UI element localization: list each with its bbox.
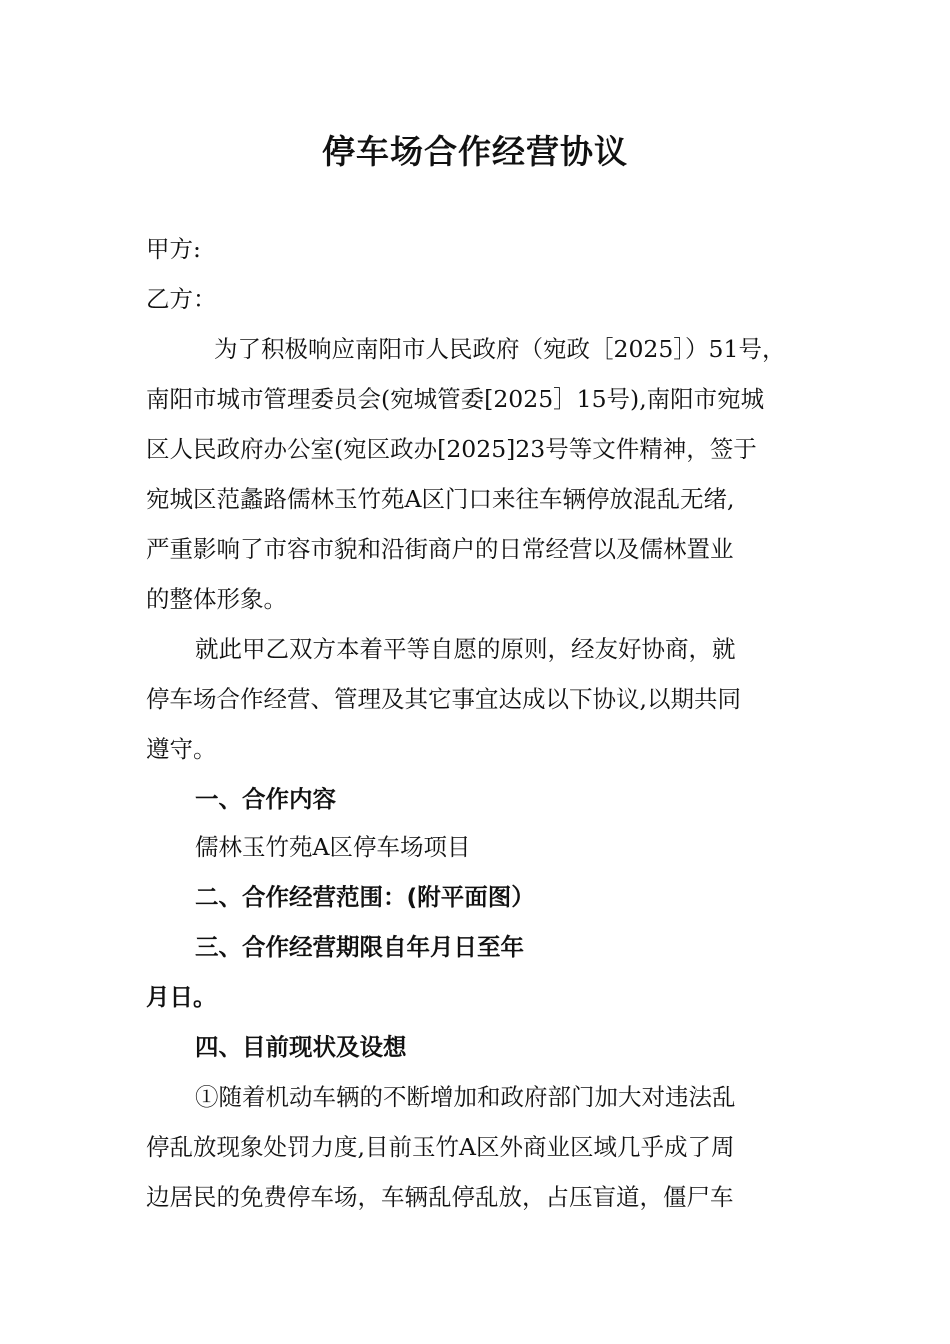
section-heading-continued: 月日。 [146,983,217,1011]
paragraph-line: 遵守。 [146,735,217,763]
document-title: 停车场合作经营协议 [322,132,628,171]
paragraph-line: 停车场合作经营、管理及其它事宜达成以下协议,以期共同 [146,685,741,713]
section-heading: 三、合作经营期限自年月日至年 [195,933,524,961]
section-heading: 二、合作经营范围：(附平面图） [195,883,535,911]
paragraph-line: 就此甲乙双方本着平等自愿的原则，经友好协商，就 [195,635,736,663]
paragraph-line: 严重影响了市容市貌和沿街商户的日常经营以及儒林置业 [146,535,734,563]
paragraph-line: 区人民政府办公室(宛区政办[2025]23号等文件精神，签于 [146,435,757,463]
paragraph-line: 宛城区范蠡路儒林玉竹苑A区门口来往车辆停放混乱无绪, [146,485,735,513]
paragraph-line: ①随着机动车辆的不断增加和政府部门加大对违法乱 [195,1083,736,1111]
section-heading: 四、目前现状及设想 [195,1033,407,1061]
paragraph-line: 停乱放现象处罚力度,目前玉竹A区外商业区域几乎成了周 [146,1133,735,1161]
party-a-label: 甲方: [146,235,201,263]
paragraph-line: 为了积极响应南阳市人民政府（宛政［2025］）51号， [214,335,786,363]
section-heading: 一、合作内容 [195,785,336,813]
paragraph-line: 南阳市城市管理委员会(宛城管委[2025］15号),南阳市宛城 [146,385,765,413]
party-b-label: 乙方： [146,285,217,313]
paragraph-line: 边居民的免费停车场，车辆乱停乱放，占压盲道，僵尸车 [146,1183,734,1211]
paragraph-line: 的整体形象。 [146,585,287,613]
section-body: 儒林玉竹苑A区停车场项目 [195,833,471,861]
